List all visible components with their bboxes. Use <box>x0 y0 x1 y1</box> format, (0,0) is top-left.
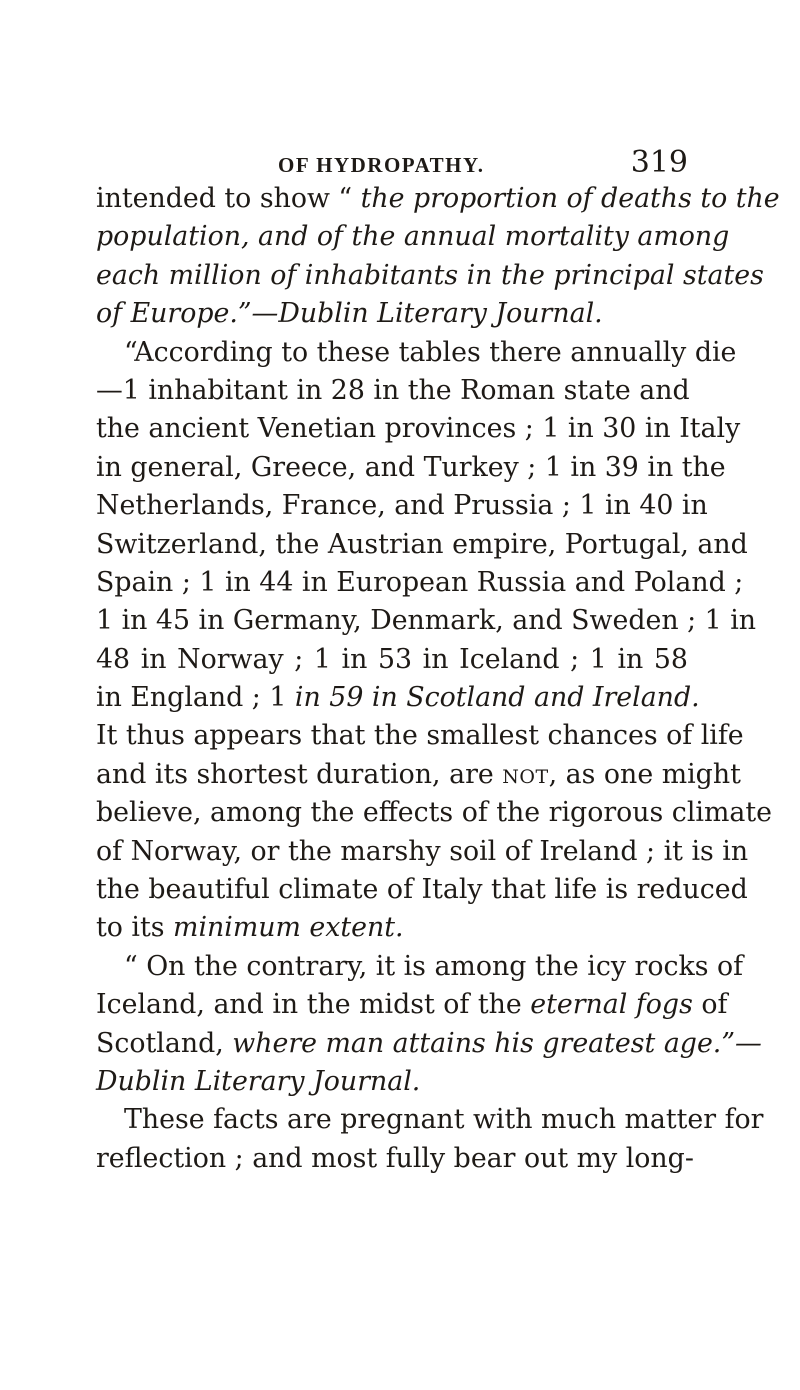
text-line: 48 in Norway ; 1 in 53 in Iceland ; 1 in 58 <box>96 643 688 675</box>
text-line: the ancient Venetian provinces ; 1 in 30 in Italy <box>96 413 741 445</box>
text-line: Spain ; 1 in 44 in European Russia and Poland ; <box>96 566 744 598</box>
text-line: It thus appears that the smallest chances of life <box>96 720 744 752</box>
text-line: in England ; 1 in 59 in Scotland and Ireland. <box>96 682 700 714</box>
page-number: 319 <box>630 145 688 180</box>
text-line: Netherlands, France, and Prussia ; 1 in 40 in <box>96 490 708 522</box>
text-line: Switzerland, the Austrian empire, Portugal, and <box>96 528 748 560</box>
text-line: to its minimum extent. <box>96 912 404 944</box>
text-line: Iceland, and in the midst of the eternal fogs of <box>96 989 728 1021</box>
text-line: and its shortest duration, are not, as one might <box>96 758 741 790</box>
text-line: 1 in 45 in Germany, Denmark, and Sweden ; 1 in <box>96 605 757 637</box>
body-text <box>96 180 780 1178</box>
text-line: “According to these tables there annually die <box>124 336 737 368</box>
text-line: of Norway, or the marshy soil of Ireland ; it is in <box>96 835 749 867</box>
text-line: in general, Greece, and Turkey ; 1 in 39 in the <box>96 451 726 483</box>
text-line: believe, among the effects of the rigorous climate <box>96 797 772 829</box>
text-line: Scotland, where man attains his greatest age.”— <box>96 1027 762 1059</box>
text-line: each million of inhabitants in the principal states <box>96 259 764 291</box>
running-title: OF HYDROPATHY. <box>278 153 485 177</box>
text-line: These facts are pregnant with much matter for <box>124 1104 764 1136</box>
text-line: intended to show “ the proportion of deaths to the <box>96 183 780 214</box>
page-header <box>278 145 688 185</box>
text-line: the beautiful climate of Italy that life is reduced <box>96 874 748 906</box>
text-line: reflection ; and most fully bear out my long- <box>96 1142 694 1174</box>
text-line: —1 inhabitant in 28 in the Roman state and <box>96 374 690 406</box>
text-line: of Europe.”—Dublin Literary Journal. <box>96 298 603 330</box>
text-line: population, and of the annual mortality among <box>96 221 730 253</box>
text-line: “ On the contrary, it is among the icy rocks of <box>124 950 744 982</box>
text-line: Dublin Literary Journal. <box>96 1065 421 1097</box>
